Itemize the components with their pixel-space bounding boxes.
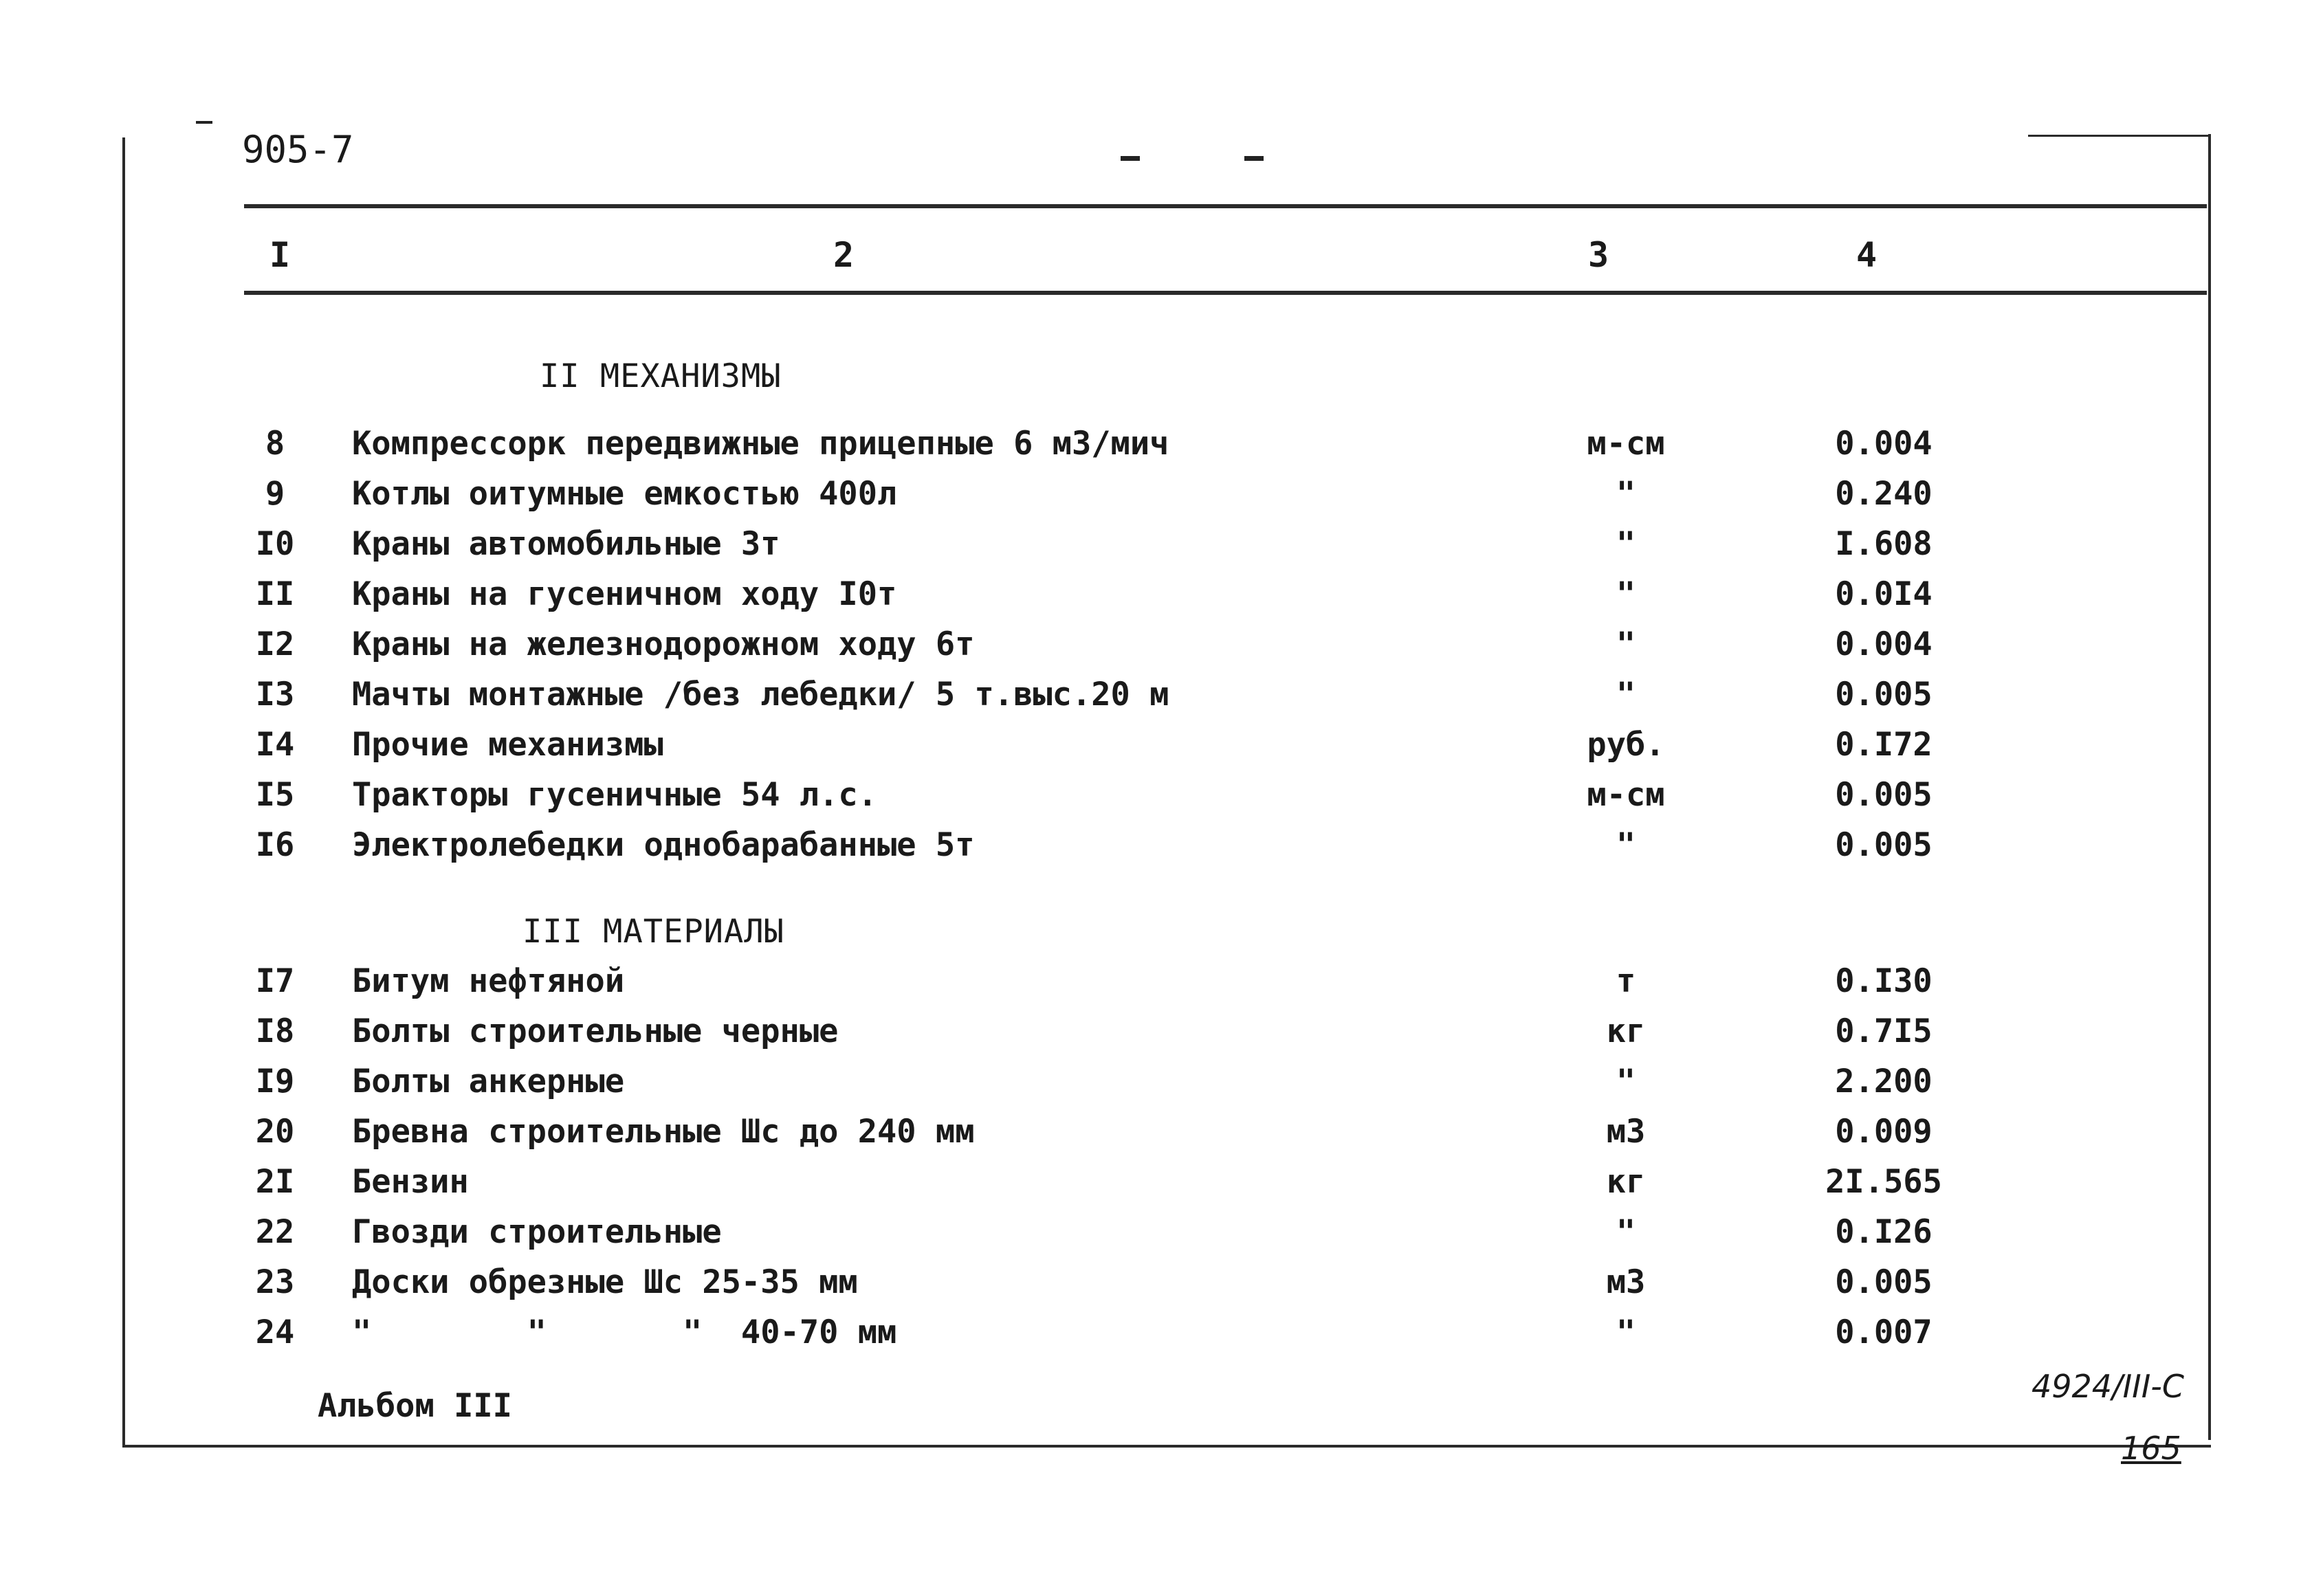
row-unit: " bbox=[1616, 475, 1636, 513]
row-value: 0.009 bbox=[1835, 1113, 1933, 1151]
row-unit: м-см bbox=[1587, 776, 1665, 814]
row-unit: кг bbox=[1606, 1163, 1646, 1201]
inventory-number: 4924/III-С bbox=[2032, 1368, 2184, 1405]
row-unit: руб. bbox=[1587, 726, 1665, 764]
row-unit: " bbox=[1616, 826, 1636, 864]
section-title: II МЕХАНИЗМЫ bbox=[540, 357, 782, 395]
row-value: 2I.565 bbox=[1825, 1163, 1942, 1201]
row-unit: " bbox=[1616, 575, 1636, 613]
row-value: 0.I72 bbox=[1835, 726, 1933, 764]
table-row bbox=[0, 475, 2323, 516]
top-dash-mark bbox=[1121, 156, 1140, 161]
table-row bbox=[0, 525, 2323, 566]
row-unit: м3 bbox=[1606, 1113, 1646, 1151]
row-name: Доски обрезные Шс 25-35 мм bbox=[352, 1263, 858, 1301]
top-right-rule bbox=[2028, 135, 2208, 137]
row-number: 2I bbox=[255, 1163, 295, 1201]
document-code: 905-7 bbox=[242, 128, 354, 171]
row-name: Бензин bbox=[352, 1163, 469, 1201]
table-row bbox=[0, 625, 2323, 667]
row-value: 0.I26 bbox=[1835, 1213, 1933, 1251]
column-header-3: 3 bbox=[1588, 235, 1609, 275]
row-name: Гвозди строительные bbox=[352, 1213, 722, 1251]
table-row bbox=[0, 1113, 2323, 1154]
table-row bbox=[0, 726, 2323, 767]
row-name: " " " 40-70 мм bbox=[352, 1314, 897, 1351]
bottom-border bbox=[122, 1445, 2211, 1448]
row-name: Котлы оитумные емкостью 400л bbox=[352, 475, 897, 513]
table-row bbox=[0, 1012, 2323, 1054]
row-unit: кг bbox=[1606, 1012, 1646, 1050]
top-left-dash bbox=[196, 121, 212, 124]
table-row bbox=[0, 1314, 2323, 1355]
row-number: I0 bbox=[255, 525, 295, 563]
table-row bbox=[0, 676, 2323, 717]
row-name: Бревна строительные Шс до 240 мм bbox=[352, 1113, 975, 1151]
page-number: 165 bbox=[2121, 1430, 2181, 1467]
row-unit: " bbox=[1616, 1063, 1636, 1100]
row-value: 0.240 bbox=[1835, 475, 1933, 513]
row-number: I4 bbox=[255, 726, 295, 764]
header-top-rule bbox=[244, 204, 2207, 208]
row-unit: " bbox=[1616, 1213, 1636, 1251]
row-name: Прочие механизмы bbox=[352, 726, 663, 764]
row-number: I5 bbox=[255, 776, 295, 814]
table-row bbox=[0, 425, 2323, 466]
row-value: 0.005 bbox=[1835, 676, 1933, 713]
table-row bbox=[0, 1063, 2323, 1104]
row-value: 0.7I5 bbox=[1835, 1012, 1933, 1050]
row-number: 20 bbox=[255, 1113, 295, 1151]
row-number: I7 bbox=[255, 962, 295, 1000]
row-value: I.608 bbox=[1835, 525, 1933, 563]
row-name: Краны автомобильные 3т bbox=[352, 525, 780, 563]
row-number: I9 bbox=[255, 1063, 295, 1100]
top-dash-mark bbox=[1244, 156, 1264, 161]
row-unit: м3 bbox=[1606, 1263, 1646, 1301]
row-number: 23 bbox=[255, 1263, 295, 1301]
row-unit: м-см bbox=[1587, 425, 1665, 463]
row-unit: " bbox=[1616, 625, 1636, 663]
row-number: I6 bbox=[255, 826, 295, 864]
row-unit: " bbox=[1616, 525, 1636, 563]
row-name: Компрессорк передвижные прицепные 6 м3/мич bbox=[352, 425, 1169, 463]
row-unit: " bbox=[1616, 676, 1636, 713]
row-value: 2.200 bbox=[1835, 1063, 1933, 1100]
row-unit: " bbox=[1616, 1314, 1636, 1351]
row-name: Болты анкерные bbox=[352, 1063, 625, 1100]
row-name: Краны на железнодорожном ходу 6т bbox=[352, 625, 975, 663]
table-row bbox=[0, 1263, 2323, 1305]
table-row bbox=[0, 575, 2323, 617]
row-name: Мачты монтажные /без лебедки/ 5 т.выс.20 м bbox=[352, 676, 1169, 713]
table-row bbox=[0, 826, 2323, 867]
row-value: 0.I30 bbox=[1835, 962, 1933, 1000]
row-name: Тракторы гусеничные 54 л.с. bbox=[352, 776, 878, 814]
header-bottom-rule bbox=[244, 291, 2207, 295]
row-name: Краны на гусеничном ходу I0т bbox=[352, 575, 897, 613]
row-number: I8 bbox=[255, 1012, 295, 1050]
row-name: Электролебедки однобарабанные 5т bbox=[352, 826, 975, 864]
row-name: Болты строительные черные bbox=[352, 1012, 839, 1050]
row-value: 0.005 bbox=[1835, 776, 1933, 814]
table-row bbox=[0, 1213, 2323, 1254]
table-row bbox=[0, 776, 2323, 817]
row-value: 0.004 bbox=[1835, 425, 1933, 463]
row-number: 22 bbox=[255, 1213, 295, 1251]
row-value: 0.004 bbox=[1835, 625, 1933, 663]
table-row bbox=[0, 1163, 2323, 1204]
column-header-2: 2 bbox=[833, 235, 855, 275]
row-value: 0.005 bbox=[1835, 826, 1933, 864]
column-header-1: I bbox=[269, 235, 291, 275]
row-number: 24 bbox=[255, 1314, 295, 1351]
column-header-4: 4 bbox=[1856, 235, 1878, 275]
row-number: 8 bbox=[265, 425, 285, 463]
row-number: I2 bbox=[255, 625, 295, 663]
table-row bbox=[0, 962, 2323, 1004]
row-number: I3 bbox=[255, 676, 295, 713]
row-number: II bbox=[255, 575, 295, 613]
row-name: Битум нефтяной bbox=[352, 962, 625, 1000]
album-label: Альбом III bbox=[318, 1387, 512, 1425]
row-value: 0.007 bbox=[1835, 1314, 1933, 1351]
section-title: III МАТЕРИАЛЫ bbox=[522, 913, 784, 951]
row-unit: т bbox=[1616, 962, 1636, 1000]
row-value: 0.005 bbox=[1835, 1263, 1933, 1301]
row-number: 9 bbox=[265, 475, 285, 513]
row-value: 0.0I4 bbox=[1835, 575, 1933, 613]
